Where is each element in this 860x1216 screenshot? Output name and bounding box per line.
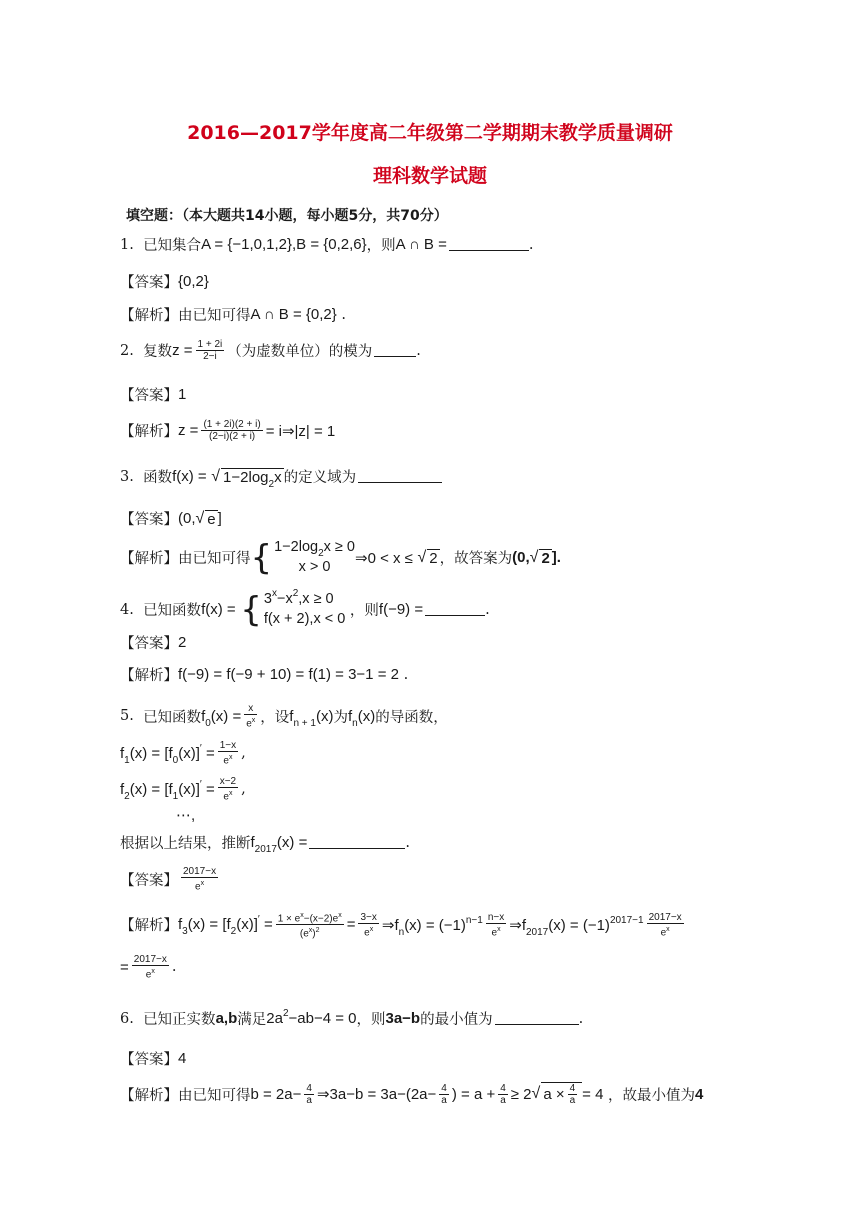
analysis-tag: 【解析】 [120,1087,178,1104]
radical-sign: √ [211,467,221,485]
question-text: 的最小值为 [420,1012,493,1028]
question-text: ，则 [349,603,379,619]
analysis-tag: 【解析】 [120,308,178,324]
math-expr: $2a^2-ab-4 = 0$ [266,1008,357,1027]
math-expr: A ∩ B = {0,2} [250,306,337,323]
question-number: 2. [120,342,134,359]
answer-tag: 【答案】 [120,872,178,889]
numerator: 1 + 2i [197,339,223,350]
question-5 [120,703,448,729]
answer-1 [120,271,209,292]
punctuation: . [528,236,534,253]
math-expr: z = [172,342,193,359]
math-expr: a,b [215,1010,238,1027]
fraction: $\frac{4}{a}$ [500,1082,506,1106]
denominator: 2−i [203,351,217,362]
answer-3 [120,508,222,529]
punctuation: . [405,834,410,851]
punctuation: . [485,601,490,618]
question-3 [120,466,442,490]
analysis-text: 由已知可得 [178,308,251,324]
math-expr: = i⇒|z| = 1 [265,422,336,440]
derivative-line-1: $f_1(x) = [f_0(x)]'$ = $\frac{1-x}{e^x}$ , [120,740,246,767]
fraction: $\frac{4}{a}$ [441,1082,447,1106]
question-1 [120,234,533,255]
answer-tag: 【答案】 [120,1052,178,1068]
math-expr: (0, [512,549,530,566]
question-number: 5. [120,708,134,725]
question-text: 的定义域为 [283,470,357,486]
radicand: a × $\frac{4}{a}$ [541,1082,582,1106]
question-6 [120,1008,583,1029]
section-heading: 填空题：（本大题共14小题，每小题5分，共70分） [126,208,448,224]
answer-2 [120,384,186,405]
fraction: $\frac{4}{a}$ [306,1082,312,1106]
answer-blank [495,1012,579,1025]
question-text: ，则 [356,1012,386,1028]
radical-sign: √ [417,548,427,566]
fraction: $\frac{n-x}{e^x}$ [487,911,505,938]
answer-4 [120,632,186,653]
answer-tag: 【答案】 [120,388,178,404]
analysis-tag: 【解析】 [120,424,178,440]
answer-fraction: $\frac{2017-x}{e^x}$ [183,866,217,893]
ellipsis: ⋯, [176,807,196,824]
question-number: 4. [120,601,134,618]
math-expr: A = {−1,0,1,2},B = {0,2,6} [201,236,367,253]
question-2 [120,339,421,362]
question-number: 6. [120,1010,134,1027]
analysis-text: ，故答案为 [439,551,513,567]
question-number: 1. [120,236,134,253]
math-expr: 3a−b [385,1010,421,1027]
question-text: 已知函数 [143,603,202,619]
left-brace: { [250,537,273,578]
analysis-tag: 【解析】 [120,551,178,567]
answer-value: 2 [178,634,187,651]
answer-value: (0, [178,510,196,527]
derivative-line-2: $f_2(x) = [f_1(x)]'$ = $\frac{x-2}{e^x}$ , [120,776,246,803]
final-value: 4 [695,1085,704,1103]
punctuation: . [578,1010,584,1027]
question-text: 已知函数 [143,709,202,726]
math-expr: $f_{2017}(x)$ = [250,834,308,855]
exam-subtitle: 理科数学试题 [372,165,487,187]
fraction: $\frac{1 \times e^x-(x-2)e^x}{(e^x)^2}$ [277,912,342,940]
question-text: 已知正实数 [143,1012,216,1028]
answer-tag: 【答案】 [120,636,178,652]
answer-value: 1 [178,386,187,403]
analysis-4 [120,664,408,685]
question-text: ，设 [260,709,290,726]
fraction: $\frac{x}{e^x}$ [246,703,256,730]
question-text: 函数 [143,470,173,486]
math-expr: f(x) = [172,468,207,485]
answer-blank [449,238,529,251]
radicand: 2 [429,549,438,567]
answer-blank [425,603,485,616]
analysis-text: 由已知可得 [178,551,251,567]
question-text: （为虚数单位）的模为 [227,344,373,360]
answer-value: 4 [178,1050,187,1067]
analysis-5: 【解析】 $f_3(x) = [f_2(x)]'$ = $\frac{1 \times e^x-(x-2)e^x}{(e^x)^2}$ = $\frac{3-x}{e^x}$ $\Rightarrow f_n(x) = (-1)^{n-1}$ $\frac{n-x}{e^x}$ $\Rightarrow f_{2017}(x) = (-1)^{2017-1}$ $\frac{2017-x}{e^x}$ [120,911,682,940]
question-text: 为 [333,709,348,726]
fraction [196,339,225,362]
analysis-1 [120,304,346,325]
radical-sign: √ [195,509,205,527]
question-text: 满足 [237,1012,267,1028]
math-expr: $f_{n + 1}(x)$ [289,707,334,729]
radical-sign: √ [529,548,539,566]
answer-tag: 【答案】 [120,512,178,528]
math-expr: ]. [551,549,561,566]
math-expr: f(−9) = [378,601,424,618]
answer-blank [374,344,416,357]
answer-5 [120,866,221,892]
math-expr: z = [178,422,199,439]
radicand: 2 [541,549,550,567]
question-text: 的导函数， [375,709,448,726]
answer-tag: 【答案】 [120,275,178,291]
piecewise-cases: $3^x-x^2,x \ge 0$ f(x + 2),x < 0 [263,588,346,627]
math-expr: ⇒0 < x ≤ [355,549,413,567]
math-expr: $f_0(x)$ = [201,707,242,729]
analysis-5-continued: = $\frac{2017-x}{e^x}$ . [120,954,177,981]
radicand: e [207,510,216,528]
answer-value: ] [217,510,222,527]
math-expr: f(−9) = f(−9 + 10) = f(1) = 3−1 = 2 [178,666,399,683]
analysis-text: 由已知可得 [178,1087,251,1104]
answer-6 [120,1048,186,1069]
answer-value: {0,2} [178,273,209,290]
analysis-2 [120,419,335,442]
question-text: 已知集合 [143,238,202,254]
fraction: $\frac{2017-x}{e^x}$ [133,954,167,981]
exam-title: 2016—2017学年度高二年级第二学期期末教学质量调研 [187,122,673,144]
denominator: (2−i)(2 + i) [209,431,256,442]
math-expr: $f_n(x)$ [347,707,376,729]
radical-sign: √ [531,1085,541,1102]
fraction: $\frac{2017-x}{e^x}$ [648,911,682,938]
punctuation: . [416,342,421,359]
inequality-system: $1-2\log_2x \ge 0$ x > 0 [274,539,355,575]
analysis-text: ，故最小值为 [608,1087,696,1104]
punctuation: . [403,666,409,683]
analysis-tag: 【解析】 [120,918,178,935]
question-number: 3. [120,468,134,485]
fraction: $\frac{3-x}{e^x}$ [360,911,377,938]
math-expr: A ∩ B = [395,236,447,253]
question-text: 复数 [143,344,173,360]
question-4 [120,590,490,629]
question-5-inference [120,832,410,853]
left-brace: { [240,589,262,630]
punctuation: . [341,306,346,323]
answer-blank [358,470,442,483]
analysis-6: 【解析】 由已知可得 b = 2a− $\frac{4}{a}$ ⇒3a−b = 3a−(2a− $\frac{4}{a}$ ) = a + $\frac{4}{a}$ ≥ 2 √ a × $\frac{4}{a}$ = 4 ，故最小值为 4 [120,1082,704,1106]
question-text: 根据以上结果，推断 [120,836,251,852]
fraction: $\frac{x-2}{e^x}$ [219,776,237,803]
answer-blank [309,836,405,849]
fraction [201,419,262,442]
analysis-3 [120,538,561,577]
question-text: ，则 [366,238,396,254]
analysis-tag: 【解析】 [120,668,178,684]
math-expr: f(x) = [201,601,236,618]
radicand: $1-2\log_2x$ [223,468,282,490]
numerator: (1 + 2i)(2 + i) [203,419,261,430]
fraction: $\frac{1-x}{e^x}$ [219,740,237,767]
